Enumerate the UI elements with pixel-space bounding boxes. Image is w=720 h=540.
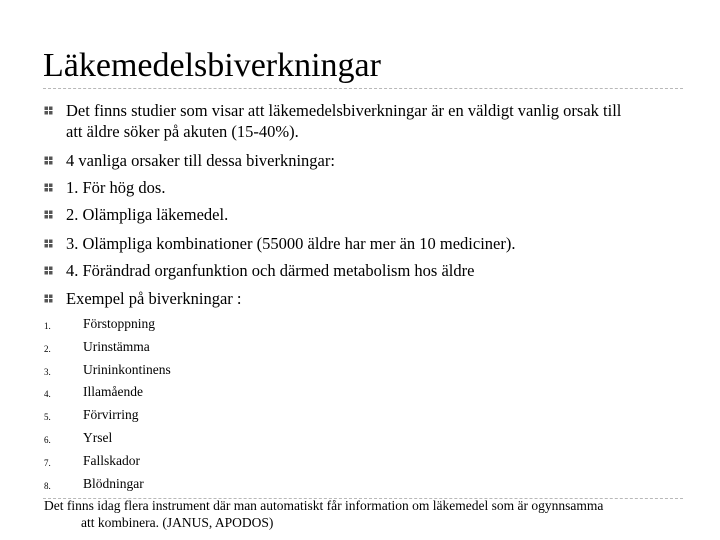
example-number: 2. — [44, 344, 51, 354]
example-text: Förstoppning — [83, 316, 156, 331]
example-number: 1. — [44, 321, 51, 331]
example-number: 8. — [44, 481, 51, 491]
bullet-text: Exempel på biverkningar : — [66, 289, 242, 308]
bullet-text: 1. För hög dos. — [66, 178, 166, 197]
example-text: Illamående — [83, 384, 143, 399]
square-bullet-icon — [44, 266, 53, 275]
bullet-text: 4. Förändrad organfunktion och därmed metabolism hos äldre — [66, 261, 475, 280]
example-number: 7. — [44, 458, 51, 468]
bullet-line: att äldre söker på akuten (15-40%). — [66, 122, 299, 141]
bullet-text: 3. Olämpliga kombinationer (55000 äldre har mer än 10 mediciner). — [66, 234, 516, 253]
square-bullet-icon — [44, 239, 53, 248]
example-number: 3. — [44, 367, 51, 377]
square-bullet-icon — [44, 156, 53, 165]
footer-line: Det finns idag flera instrument där man automatiskt får information om läkemedel som är ogynnsamma — [44, 498, 604, 513]
example-text: Urinstämma — [83, 339, 150, 354]
bullet-text: 4 vanliga orsaker till dessa biverkningar: — [66, 151, 335, 170]
example-number: 4. — [44, 389, 51, 399]
bullet-text: 2. Olämpliga läkemedel. — [66, 205, 229, 224]
example-number: 5. — [44, 412, 51, 422]
example-text: Blödningar — [83, 476, 144, 491]
square-bullet-icon — [44, 294, 53, 303]
bullet-line: Det finns studier som visar att läkemedelsbiverkningar är en väldigt vanlig orsak till — [66, 101, 622, 120]
bullet-text — [66, 100, 686, 142]
example-text: Fallskador — [83, 453, 140, 468]
example-number: 6. — [44, 435, 51, 445]
footer-line: att kombinera. (JANUS, APODOS) — [81, 515, 274, 530]
example-text: Yrsel — [83, 430, 113, 445]
example-text: Förvirring — [83, 407, 139, 422]
title-divider — [43, 88, 683, 89]
example-text: Urininkontinens — [83, 362, 171, 377]
footer-note — [44, 497, 684, 531]
square-bullet-icon — [44, 106, 53, 115]
slide-title: Läkemedelsbiverkningar — [43, 47, 381, 84]
square-bullet-icon — [44, 183, 53, 192]
square-bullet-icon — [44, 210, 53, 219]
